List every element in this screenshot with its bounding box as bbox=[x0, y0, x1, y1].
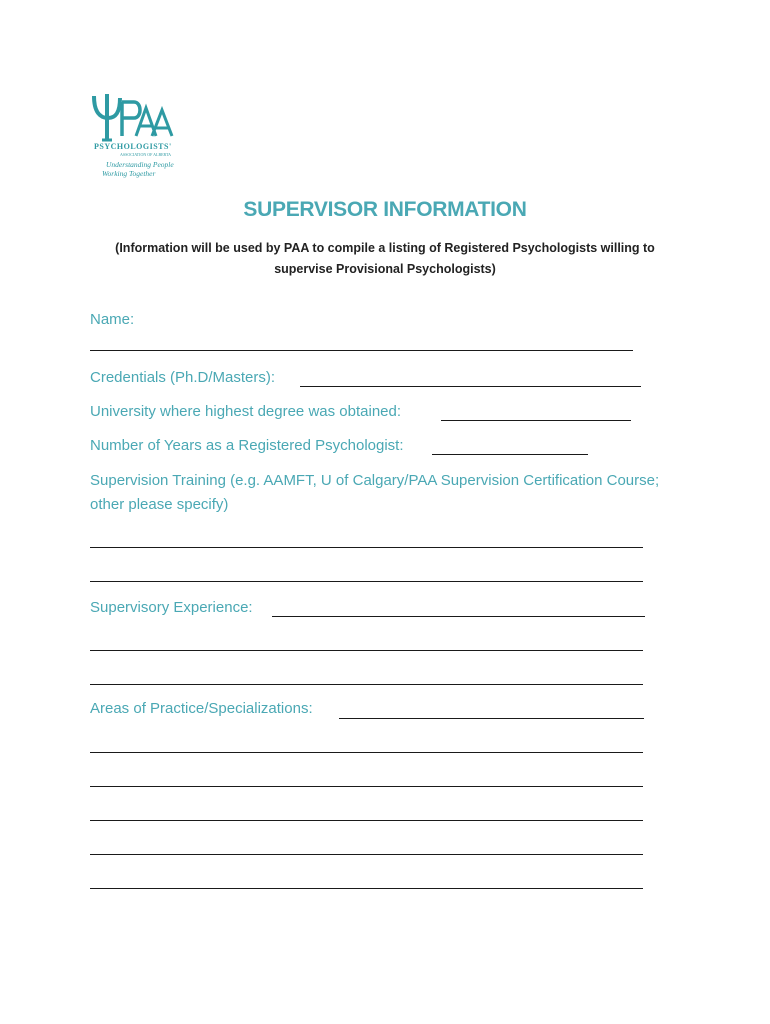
name-label: Name: bbox=[90, 311, 135, 328]
experience-label: Supervisory Experience: bbox=[90, 599, 253, 616]
training-field-line-2[interactable] bbox=[90, 581, 643, 582]
experience-field[interactable] bbox=[272, 616, 645, 617]
university-label: University where highest degree was obtained: bbox=[90, 403, 402, 420]
areas-label: Areas of Practice/Specializations: bbox=[90, 700, 313, 717]
psi-paa-logo-icon bbox=[90, 92, 176, 144]
logo-tagline-2: Working Together bbox=[102, 169, 156, 178]
name-field[interactable] bbox=[90, 350, 633, 351]
years-field[interactable] bbox=[432, 454, 588, 455]
logo-org-name: PSYCHOLOGISTS' bbox=[94, 142, 172, 151]
credentials-label: Credentials (Ph.D/Masters): bbox=[90, 369, 276, 386]
training-label: Supervision Training (e.g. AAMFT, U of Calgary/PAA Supervision Certification Course; other please specify) bbox=[90, 472, 660, 513]
areas-field-line-4[interactable] bbox=[90, 820, 643, 821]
areas-field-line-3[interactable] bbox=[90, 786, 643, 787]
logo-association-name: ASSOCIATION OF ALBERTA bbox=[120, 152, 171, 157]
page-subtitle: (Information will be used by PAA to compile a listing of Registered Psychologists willing to supervise Provisional Psychologists) bbox=[115, 241, 655, 276]
areas-field[interactable] bbox=[339, 718, 644, 719]
experience-field-line-2[interactable] bbox=[90, 650, 643, 651]
areas-field-line-5[interactable] bbox=[90, 854, 643, 855]
credentials-field[interactable] bbox=[300, 386, 641, 387]
years-label: Number of Years as a Registered Psychologist: bbox=[90, 437, 404, 454]
training-field-line-1[interactable] bbox=[90, 547, 643, 548]
experience-field-line-3[interactable] bbox=[90, 684, 643, 685]
logo-tagline-1: Understanding People bbox=[106, 160, 174, 169]
paa-logo bbox=[90, 92, 190, 184]
areas-field-line-6[interactable] bbox=[90, 888, 643, 889]
page-title: SUPERVISOR INFORMATION bbox=[243, 198, 527, 221]
university-field[interactable] bbox=[441, 420, 631, 421]
areas-field-line-2[interactable] bbox=[90, 752, 643, 753]
